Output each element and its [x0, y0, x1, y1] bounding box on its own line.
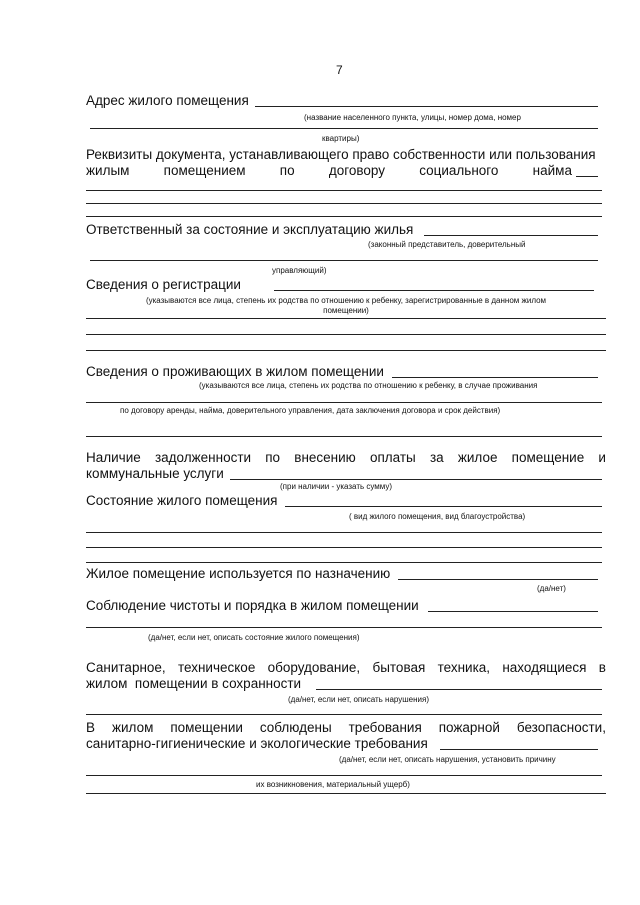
registration-hint: (указываются все лица, степень их родства по отношению к ребенку, зарегистрированные в данном жилом	[145, 296, 547, 305]
address-label: Адрес жилого помещения	[86, 93, 249, 108]
residents-label: Сведения о проживающих в жилом помещении	[86, 364, 384, 379]
word: пожарной	[438, 720, 500, 735]
fire-safety-hint: (да/нет, если нет, описать нарушения, установить причину	[339, 755, 556, 764]
word: помещении	[170, 720, 243, 735]
word: найма	[532, 163, 572, 178]
word: помещением	[163, 163, 246, 178]
debt-label-line-2: коммунальные услуги	[86, 466, 224, 481]
ownership-doc-label: Реквизиты документа, устанавливающего право собственности или пользования	[86, 147, 596, 162]
usage-field[interactable]	[398, 579, 598, 580]
fire-safety-field-line-2[interactable]	[86, 775, 602, 776]
equipment-hint: (да/нет, если нет, описать нарушения)	[288, 695, 430, 704]
ownership-doc-label-line-2	[86, 163, 572, 179]
word: соблюдены	[259, 720, 332, 735]
address-field[interactable]	[255, 106, 598, 107]
fire-safety-field-line-3[interactable]	[86, 793, 606, 794]
address-hint-2: квартиры)	[322, 134, 360, 143]
responsible-field[interactable]	[424, 235, 598, 236]
word: бытовая	[372, 660, 426, 675]
residents-field-line-3[interactable]	[86, 436, 602, 437]
condition-field-line-2[interactable]	[86, 532, 602, 533]
cleanliness-field-line-2[interactable]	[86, 627, 602, 628]
residents-field-line-2[interactable]	[86, 402, 602, 403]
page-number: 7	[336, 63, 343, 77]
condition-field-line-4[interactable]	[86, 562, 602, 563]
word: задолженности	[154, 450, 252, 465]
equipment-field-line-2[interactable]	[86, 714, 602, 715]
registration-field-line-2[interactable]	[86, 318, 606, 319]
cleanliness-field[interactable]	[428, 611, 598, 612]
fire-safety-field[interactable]	[440, 749, 598, 750]
word: договору	[328, 163, 385, 178]
word: жилое	[457, 450, 498, 465]
word: находящиеся	[502, 660, 587, 675]
fire-safety-label	[86, 720, 606, 736]
cleanliness-hint: (да/нет, если нет, описать состояние жилого помещения)	[148, 633, 360, 642]
word: по	[279, 163, 295, 178]
ownership-doc-field-line-4[interactable]	[86, 216, 602, 217]
equipment-field[interactable]	[316, 689, 602, 690]
registration-field[interactable]	[274, 290, 594, 291]
word: техника,	[437, 660, 491, 675]
address-hint: (название населенного пункта, улицы, номер дома, номер	[304, 113, 521, 122]
fire-safety-hint-2: их возникновения, материальный ущерб)	[256, 780, 410, 789]
usage-label: Жилое помещение используется по назначению	[86, 566, 391, 581]
responsible-hint: (законный представитель, доверительный	[368, 240, 526, 249]
word: за	[429, 450, 444, 465]
condition-label: Состояние жилого помещения	[86, 493, 278, 508]
cleanliness-label: Соблюдение чистоты и порядка в жилом помещении	[86, 598, 419, 613]
registration-label: Сведения о регистрации	[86, 277, 241, 292]
condition-hint: ( вид жилого помещения, вид благоустройства)	[349, 512, 526, 521]
registration-field-line-4[interactable]	[86, 350, 606, 351]
word: В	[86, 720, 96, 735]
word: Наличие	[86, 450, 141, 465]
word: Санитарное,	[86, 660, 166, 675]
word: и	[598, 450, 606, 465]
word: жилым	[86, 163, 130, 178]
debt-field[interactable]	[230, 479, 602, 480]
debt-hint: (при наличии - указать сумму)	[280, 482, 393, 491]
word: требования	[348, 720, 422, 735]
word: техническое	[177, 660, 256, 675]
residents-hint-2: по договору аренды, найма, доверительного управления, дата заключения договора и срок действия)	[120, 406, 501, 415]
ownership-doc-field-line-2[interactable]	[86, 190, 602, 191]
word: социального	[419, 163, 499, 178]
ownership-doc-field-line-3[interactable]	[86, 203, 602, 204]
fire-safety-label-line-2: санитарно-гигиенические и экологические требования	[86, 736, 428, 751]
word: по	[265, 450, 281, 465]
condition-field[interactable]	[285, 506, 602, 507]
responsible-label: Ответственный за состояние и эксплуатацию жилья	[86, 222, 414, 237]
residents-hint: (указываются все лица, степень их родства по отношению к ребенку, в случае проживания	[199, 381, 538, 390]
word: безопасности,	[516, 720, 606, 735]
condition-field-line-3[interactable]	[86, 547, 602, 548]
registration-hint-2: помещении)	[323, 306, 369, 315]
word: помещение	[511, 450, 585, 465]
word: внесению	[294, 450, 356, 465]
residents-field[interactable]	[392, 377, 598, 378]
equipment-label-line-2: жилом помещении в сохранности	[86, 676, 302, 691]
address-field-line-2[interactable]	[90, 128, 598, 129]
registration-field-line-3[interactable]	[86, 334, 606, 335]
responsible-field-line-2[interactable]	[90, 260, 598, 261]
word: жилом	[111, 720, 154, 735]
usage-hint: (да/нет)	[537, 584, 566, 593]
word: оборудование,	[267, 660, 361, 675]
word: оплаты	[369, 450, 416, 465]
responsible-hint-2: управляющий)	[272, 266, 327, 275]
debt-label	[86, 450, 606, 466]
ownership-doc-field[interactable]	[576, 176, 598, 177]
equipment-label	[86, 660, 606, 676]
word: в	[598, 660, 606, 675]
